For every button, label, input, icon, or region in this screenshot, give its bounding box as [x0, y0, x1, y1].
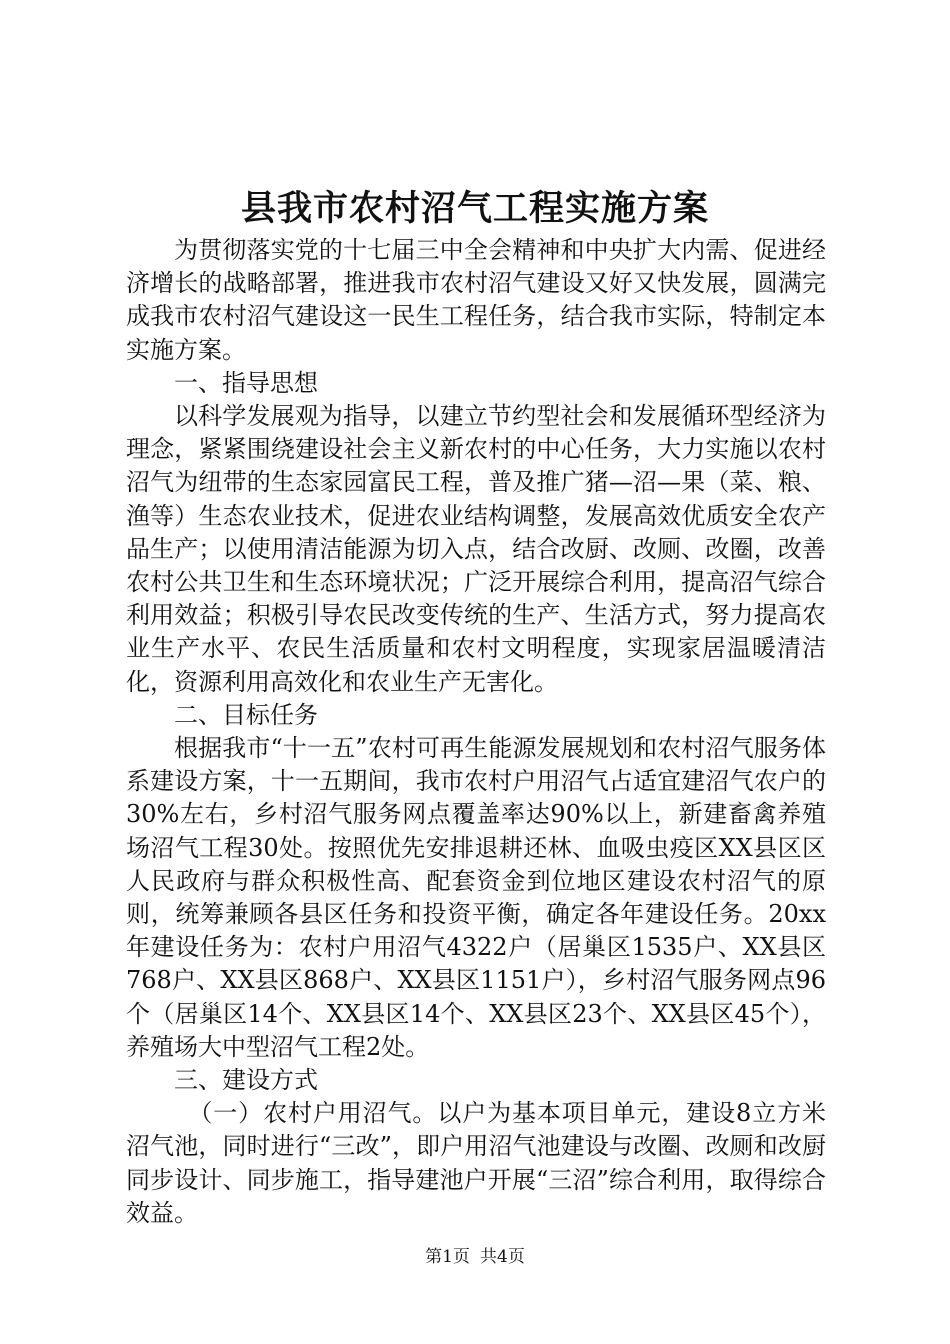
guiding-thought-paragraph: 以科学发展观为指导，以建立节约型社会和发展循环型经济为理念，紧紧围绕建设社会主义新农村的中心任务，大力实施以农村沼气为纽带的生态家园富民工程，普及推广猪—沼—果（菜、粮、渔等）生态农业技术，促进农业结构调整，发展高效优质安全农产品生产；以使用清洁能源为切入点，结合改厨、改厕、改圈，改善农村公共卫生和生态环境状况；广泛开展综合利用，提高沼气综合利用效益；积极引导农民改变传统的生产、生活方式，努力提高农业生产水平、农民生活质量和农村文明程度，实现家居温暖清洁化，资源利用高效化和农业生产无害化。 [126, 402, 826, 696]
section-heading-goals: 二、目标任务 [174, 700, 318, 729]
document-body [126, 234, 826, 1230]
page-footer [0, 1245, 950, 1269]
section-heading-construction-method: 三、建设方式 [174, 1066, 318, 1095]
document-title: 县我市农村沼气工程实施方案 [240, 188, 709, 229]
intro-paragraph: 为贯彻落实党的十七届三中全会精神和中央扩大内需、促进经济增长的战略部署，推进我市农村沼气建设又好又快发展，圆满完成我市农村沼气建设这一民生工程任务，结合我市实际，特制定本实施方案。 [126, 236, 826, 364]
page-number: 第1页 [425, 1247, 470, 1267]
construction-method-paragraph: （一）农村户用沼气。以户为基本项目单元，建设8立方米沼气池，同时进行“三改”，即户用沼气池建设与改圈、改厕和改厨同步设计、同步施工，指导建池户开展“三沼”综合利用，取得综合效益。 [126, 1099, 826, 1227]
page-total: 共4页 [480, 1247, 525, 1267]
goals-paragraph: 根据我市“十一五”农村可再生能源发展规划和农村沼气服务体系建设方案，十一五期间，我市农村户用沼气占适宜建沼气农户的30%左右，乡村沼气服务网点覆盖率达90%以上，新建畜禽养殖场沼气工程30处。按照优先安排退耕还林、血吸虫疫区XX县区区人民政府与群众积极性高、配套资金到位地区建设农村沼气的原则，统筹兼顾各县区任务和投资平衡，确定各年建设任务。20xx年建设任务为：农村户用沼气4322户（居巢区1535户、XX县区768户、XX县区868户、XX县区1151户），乡村沼气服务网点96个（居巢区14个、XX县区14个、XX县区23个、XX县区45个），养殖场大中型沼气工程2处。 [126, 734, 826, 1061]
section-heading-guiding-thought: 一、指导思想 [174, 368, 318, 397]
